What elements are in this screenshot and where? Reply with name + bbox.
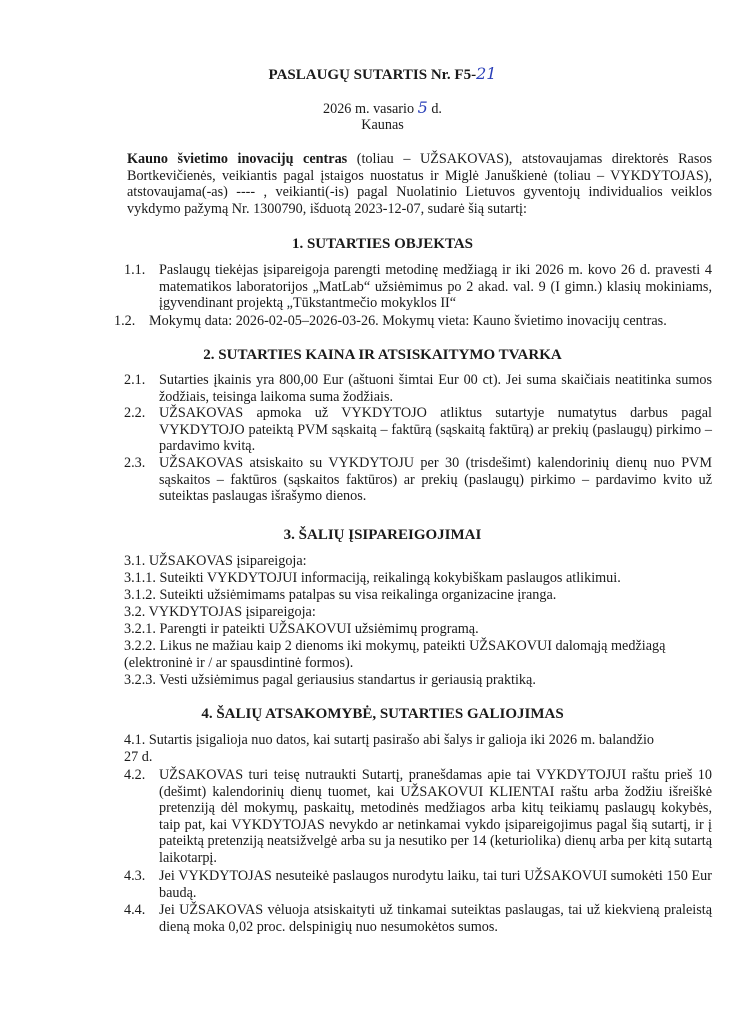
clause-3-2-3: 3.2.3. Vesti užsiėmimus pagal geriausius standartus ir geriausią praktiką. (124, 672, 536, 688)
clause-number: 1.2. (114, 313, 136, 329)
clause-text: UŽSAKOVAS apmoka už VYKDYTOJO atliktus sutartyje numatytus darbus pagal VYKDYTOJO pateiktą PVM sąskaitą – faktūrą (sąskaitą faktūrą) ar prekių (paslaugų) pirkimo – pardavimo kvitą. (159, 405, 712, 455)
clause-number: 2.2. (124, 405, 146, 421)
clause-number: 4.2. (124, 767, 146, 783)
handwritten-day: 5 (417, 98, 428, 117)
section-2-heading: 2. SUTARTIES KAINA IR ATSISKAITYMO TVARKA (203, 347, 562, 363)
clause-text: Jei VYKDYTOJAS nesuteikė paslaugos nurodytu laiku, tai turi UŽSAKOVUI sumokėti 150 Eur baudą. (159, 868, 712, 901)
handwritten-contract-number: 21 (476, 64, 497, 83)
contract-city: Kaunas (361, 117, 404, 133)
section-3-heading: 3. ŠALIŲ ĮSIPAREIGOJIMAI (283, 527, 482, 543)
clause-number: 4.4. (124, 902, 146, 918)
clause-text: UŽSAKOVAS turi teisę nutraukti Sutartį, pranešdamas apie tai VYKDYTOJUI raštu prieš 10 (dešimt) kalendorinių dienų tuomet, kai UŽSAKOVUI KLIENTAI raštu arba žodžiu išreiškė pretenziją dėl mokymų, paskaitų, metodinės medžiagos arba kitų teikiamų paslaugų kokybės, taip pat, kai VYKDYTOJAS nevykdo ar netinkamai vykdo įsipareigojimus pagal šią sutartį, ir į pateiktą pretenziją neatsižvelgė arba su ja nesutiko per 14 (keturiolika) dienų arba per kitą sutartą laikotarpį. (159, 767, 712, 866)
contract-title-text: PASLAUGŲ SUTARTIS Nr. F5- (268, 67, 477, 83)
clause-3-2-2-cont: (elektroninė ir / ar spausdintinė formos). (124, 655, 354, 671)
clause-2-1 (124, 372, 712, 405)
clause-1-2 (114, 313, 714, 330)
clause-4-1-cont: 27 d. (124, 749, 153, 765)
clause-text: Sutarties įkainis yra 800,00 Eur (aštuoni šimtai Eur 00 ct). Jei suma skaičiais neatitinka sumos žodžiais, teisinga laikoma suma žodžiais. (159, 372, 712, 405)
date-prefix: 2026 m. vasario (323, 101, 418, 117)
clause-3-1-1: 3.1.1. Suteikti VYKDYTOJUI informaciją, reikalingą kokybiškam paslaugos atlikimui. (124, 570, 621, 586)
clause-4-3 (124, 868, 712, 901)
clause-text: Jei UŽSAKOVAS vėluoja atsiskaityti už tinkamai suteiktas paslaugas, tai už kiekvieną praleistą dieną moka 0,02 proc. delspinigių nuo nesumokėtos sumos. (159, 902, 712, 935)
clause-3-1: 3.1. UŽSAKOVAS įsipareigoja: (124, 553, 307, 569)
date-suffix: d. (427, 101, 442, 117)
clause-3-2-1: 3.2.1. Parengti ir pateikti UŽSAKOVUI užsiėmimų programą. (124, 621, 479, 637)
customer-party-name: Kauno švietimo inovacijų centras (127, 151, 348, 167)
section-1-heading: 1. SUTARTIES OBJEKTAS (291, 236, 474, 252)
clause-text: UŽSAKOVAS atsiskaito su VYKDYTOJU per 30 (trisdešimt) kalendorinių dienų nuo PVM sąskaitos – faktūros (sąskaitos faktūros) ar prekių (paslaugų) pirkimo – pardavimo kvito už suteiktas paslaugas išrašymo dienos. (159, 455, 712, 505)
clause-3-2-2: 3.2.2. Likus ne mažiau kaip 2 dienoms iki mokymų, pateikti UŽSAKOVUI dalomąją medžiagą (124, 638, 666, 654)
clause-text: Mokymų data: 2026-02-05–2026-03-26. Mokymų vieta: Kauno švietimo inovacijų centras. (149, 313, 667, 329)
clause-4-4 (124, 902, 712, 935)
clause-3-2: 3.2. VYKDYTOJAS įsipareigoja: (124, 604, 316, 620)
clause-number: 1.1. (124, 262, 146, 278)
clause-3-1-2: 3.1.2. Suteikti užsiėmimams patalpas su visa reikalinga organizacine įranga. (124, 587, 557, 603)
intro-paragraph (127, 151, 712, 217)
clause-number: 2.1. (124, 372, 146, 388)
clause-number: 4.3. (124, 868, 146, 884)
contract-title (0, 66, 729, 84)
clause-number: 2.3. (124, 455, 146, 471)
clause-1-1 (124, 262, 712, 312)
intro-text: (toliau – UŽSAKOVAS), atstovaujamas direktorės Rasos Bortkevičienės, veikiantis pagal įstaigos nuostatus ir Miglė Januškienė (toliau – VYKDYTOJAS), atstovaujama(-as) ---- , veikianti(-is) pagal Nuolatinio Lietuvos gyventojų individualios veiklos vykdymo pažymą Nr. 1300790, išduotą 2023-12-07, sudarė šią sutartį: (127, 151, 712, 217)
clause-4-2 (124, 767, 712, 867)
clause-4-1: 4.1. Sutartis įsigalioja nuo datos, kai sutartį pasirašo abi šalys ir galioja iki 2026 m. balandžio (124, 732, 654, 748)
clause-text: Paslaugų tiekėjas įsipareigoja parengti metodinę medžiagą ir iki 2026 m. kovo 26 d. pravesti 4 matematikos laboratorijos „MatLab“ užsiėmimus po 2 akad. val. 9 (I gimn.) klasių mokiniams, įgyvendinant projektą „Tūkstantmečio mokyklos II“ (159, 262, 712, 312)
clause-2-2 (124, 405, 712, 455)
section-4-heading: 4. ŠALIŲ ATSAKOMYBĖ, SUTARTIES GALIOJIMAS (201, 706, 564, 722)
clause-2-3 (124, 455, 712, 505)
contract-date (0, 100, 729, 118)
